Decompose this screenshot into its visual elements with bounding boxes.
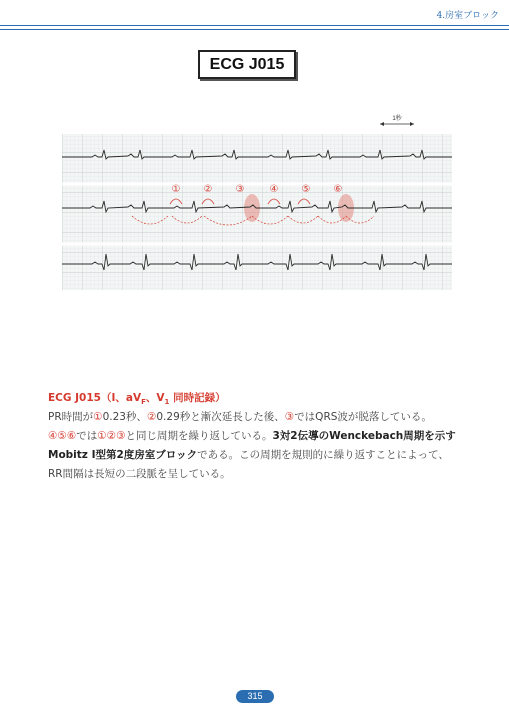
diagnosis-text: 3対2伝導のWenckebach周期を示すMobitz Ⅰ型第2度房室ブロック	[48, 430, 456, 461]
ecg-strip	[62, 112, 452, 292]
ecg-figure	[62, 112, 452, 292]
marker-1: ①	[171, 184, 181, 195]
chapter-header: 4.房室ブロック	[436, 11, 499, 21]
page-number: 315	[236, 690, 274, 703]
scale-label: 1秒	[392, 116, 402, 122]
marker-3: ③	[235, 184, 245, 195]
header-rule	[0, 25, 509, 30]
ecg-title-box: ECG J015	[198, 50, 296, 79]
marker-5: ⑤	[301, 184, 311, 195]
marker-2: ②	[203, 184, 213, 195]
marker-4: ④	[269, 184, 279, 195]
caption-title: ECG J015（Ⅰ、$aV_F$、$V_1$ 同時記録）	[48, 392, 226, 407]
marker-6: ⑥	[333, 184, 343, 195]
body-text: PR時間が①0.23秒、②0.29秒と漸次延長した後、③ではQRS波が脱落している。 ④⑤⑥では①②③と同じ周期を繰り返している。3対2伝導のWenckebach周期を示すMobitz Ⅰ型第2度房室ブロックである。この周期を規則的に繰り返すことによって、RR間隔は長短の二段脈を呈している。	[48, 411, 456, 480]
scale-bar	[380, 114, 414, 126]
